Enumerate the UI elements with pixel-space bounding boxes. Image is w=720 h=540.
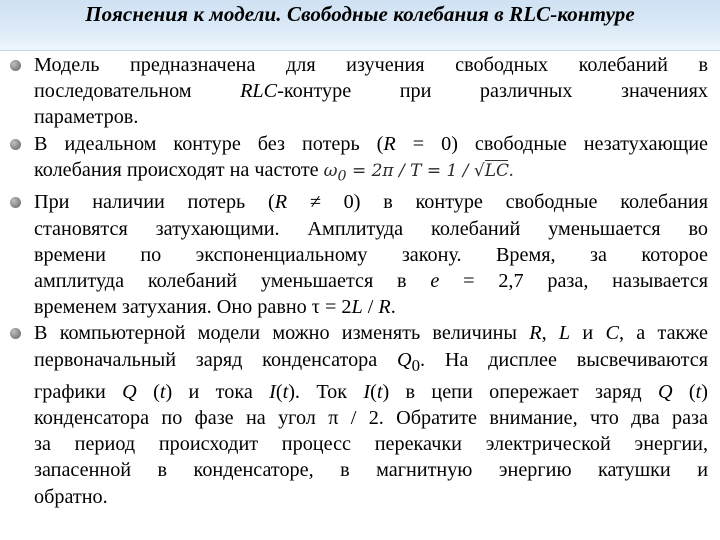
frequency-formula: $\omega_0 = 2\pi / T = 1 / √LC$. [323, 160, 514, 185]
bullet-item [8, 131, 708, 190]
bullet-item [8, 52, 708, 131]
bullet-item [8, 320, 708, 509]
text-line: первоначальный заряд конденсатора $Q_0$. На дисплее высвечиваются [34, 348, 708, 375]
text-line: графики Q (t) и тока I(t). Ток I(t) в цепи опережает заряд Q (t) [34, 380, 708, 403]
text-line: временем затухания. Оно равно τ = 2L / R. [34, 296, 396, 319]
slide-title: Пояснения к модели. Свободные колебания в RLC-контуре [85, 2, 635, 26]
text-line: амплитуда колебаний уменьшается в e = 2,7 раза, называется [34, 270, 708, 293]
bullet-icon [10, 139, 21, 150]
text-line: обратно. [34, 485, 108, 508]
text-line: времени по экспоненциальному закону. Время, за которое [34, 243, 708, 266]
text-line: запасенной в конденсаторе, в магнитную энергию катушки и [34, 459, 708, 482]
bullet-icon [10, 197, 21, 208]
text-line: становятся затухающими. Амплитуда колебаний уменьшается во [34, 217, 708, 240]
text-line: параметров. [34, 106, 139, 129]
text-line: При наличии потерь (R ≠ 0) в контуре свободные колебания [34, 191, 708, 214]
text-line: конденсатора по фазе на угол π / 2. Обратите внимание, что два раза [34, 407, 708, 430]
title-bar [0, 0, 720, 51]
text-line: В компьютерной модели можно изменять величины R, L и C, а также [34, 322, 708, 345]
text-line: колебания происходят на частоте $\omega_0 = 2\pi / T = 1 / √LC$. [34, 158, 514, 185]
bullet-item [8, 189, 708, 320]
bullet-icon [10, 328, 21, 339]
text-line: последовательном RLC-контуре при различных значениях [34, 80, 708, 103]
text-line: за период происходит процесс перекачки электрической энергии, [34, 433, 708, 456]
text-line: Модель предназначена для изучения свободных колебаний в [34, 54, 708, 76]
bullet-list [8, 52, 708, 510]
bullet-icon [10, 60, 21, 71]
text-line: В идеальном контуре без потерь (R = 0) свободные незатухающие [34, 132, 708, 155]
